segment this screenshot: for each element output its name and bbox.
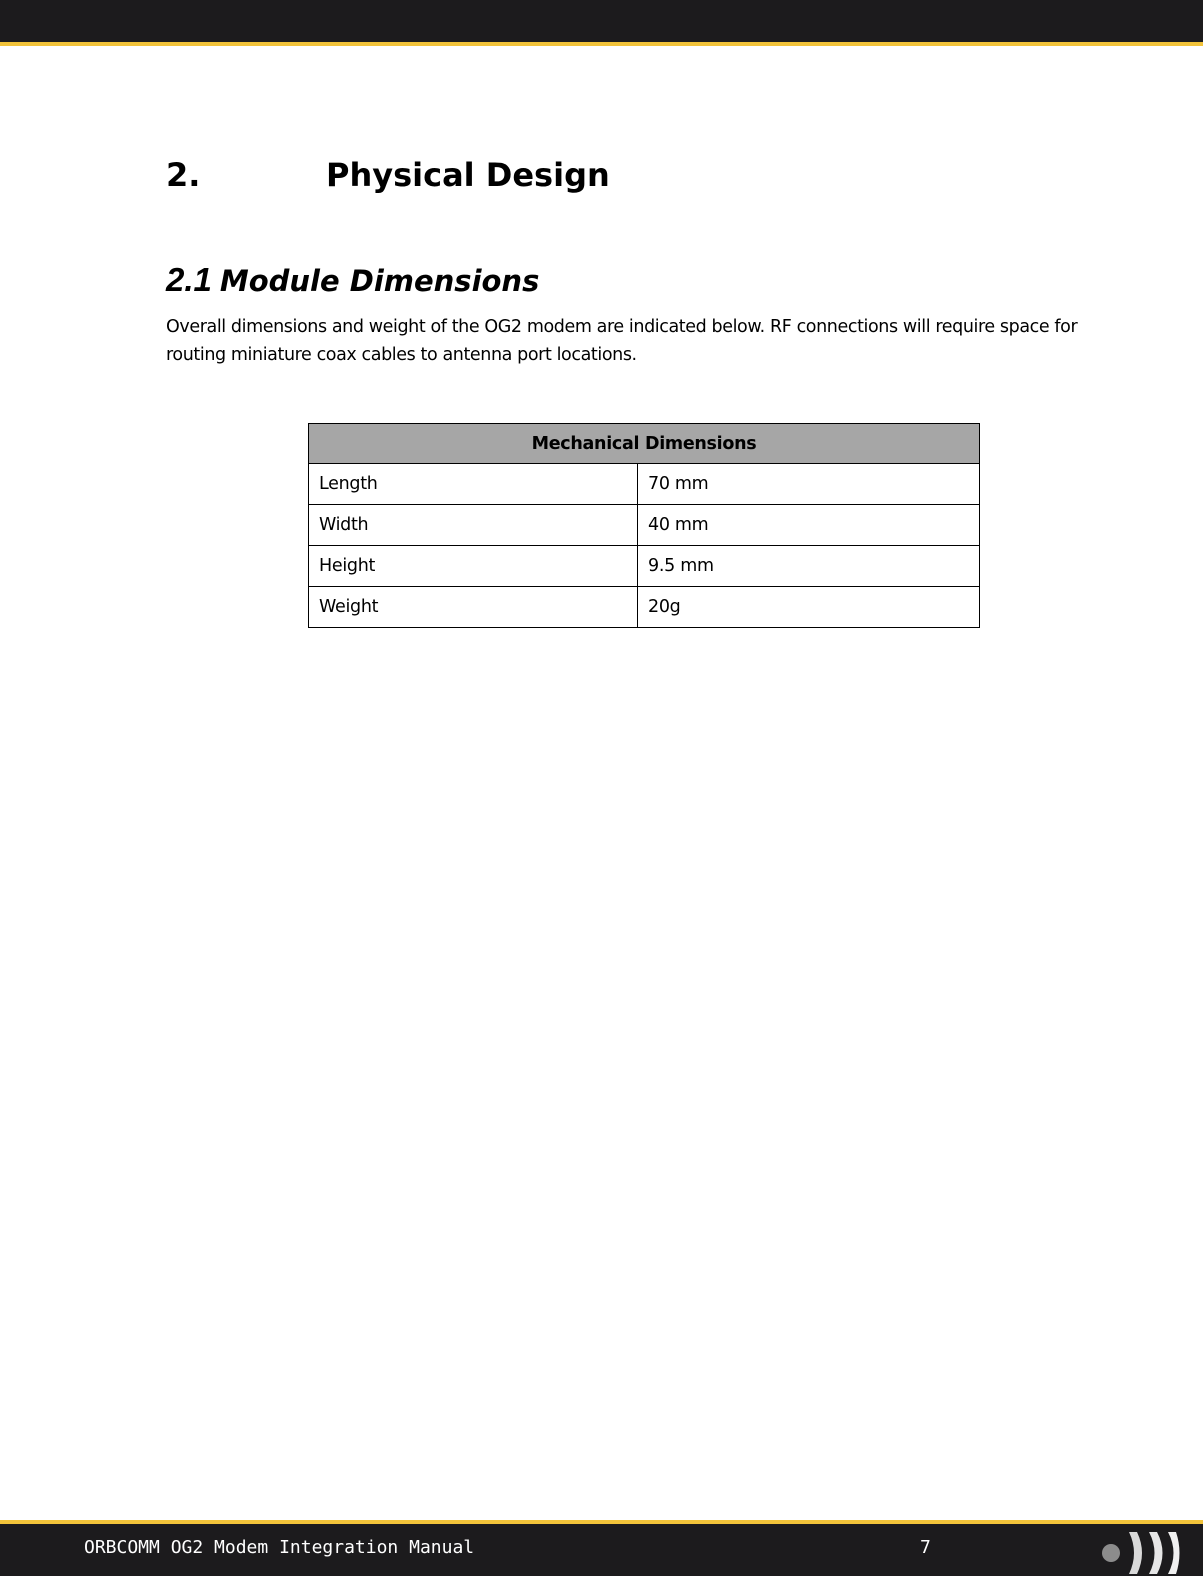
dimension-label: Height <box>309 546 638 587</box>
table-row-height <box>309 546 980 587</box>
table-header-row <box>309 424 980 464</box>
chapter-heading <box>166 152 610 198</box>
section-heading <box>166 254 539 313</box>
table-row-width <box>309 505 980 546</box>
dimension-value: 9.5 mm <box>638 546 980 587</box>
footer-bar <box>0 1520 1203 1576</box>
section-title: Module Dimensions <box>219 264 540 298</box>
table-row-weight <box>309 587 980 628</box>
dimension-label: Width <box>309 505 638 546</box>
footer-title: ORBCOMM OG2 Modem Integration Manual <box>84 1537 475 1558</box>
section-number: 2.1 <box>166 261 212 298</box>
dimension-label: Weight <box>309 587 638 628</box>
orbcomm-signal-logo-icon <box>1093 1530 1183 1576</box>
header-bar <box>0 0 1203 46</box>
chapter-title: Physical Design <box>326 156 610 194</box>
chapter-number: 2. <box>166 156 201 194</box>
table-header: Mechanical Dimensions <box>309 424 980 464</box>
dimension-value: 40 mm <box>638 505 980 546</box>
dimension-value: 70 mm <box>638 464 980 505</box>
mechanical-dimensions-table <box>308 423 980 628</box>
page-number: 7 <box>920 1537 931 1558</box>
intro-paragraph: Overall dimensions and weight of the OG2 modem are indicated below. RF connections will require space for routing miniature coax cables to antenna port locations. <box>166 317 1078 365</box>
dimension-value: 20g <box>638 587 980 628</box>
dimension-label: Length <box>309 464 638 505</box>
table-row-length <box>309 464 980 505</box>
